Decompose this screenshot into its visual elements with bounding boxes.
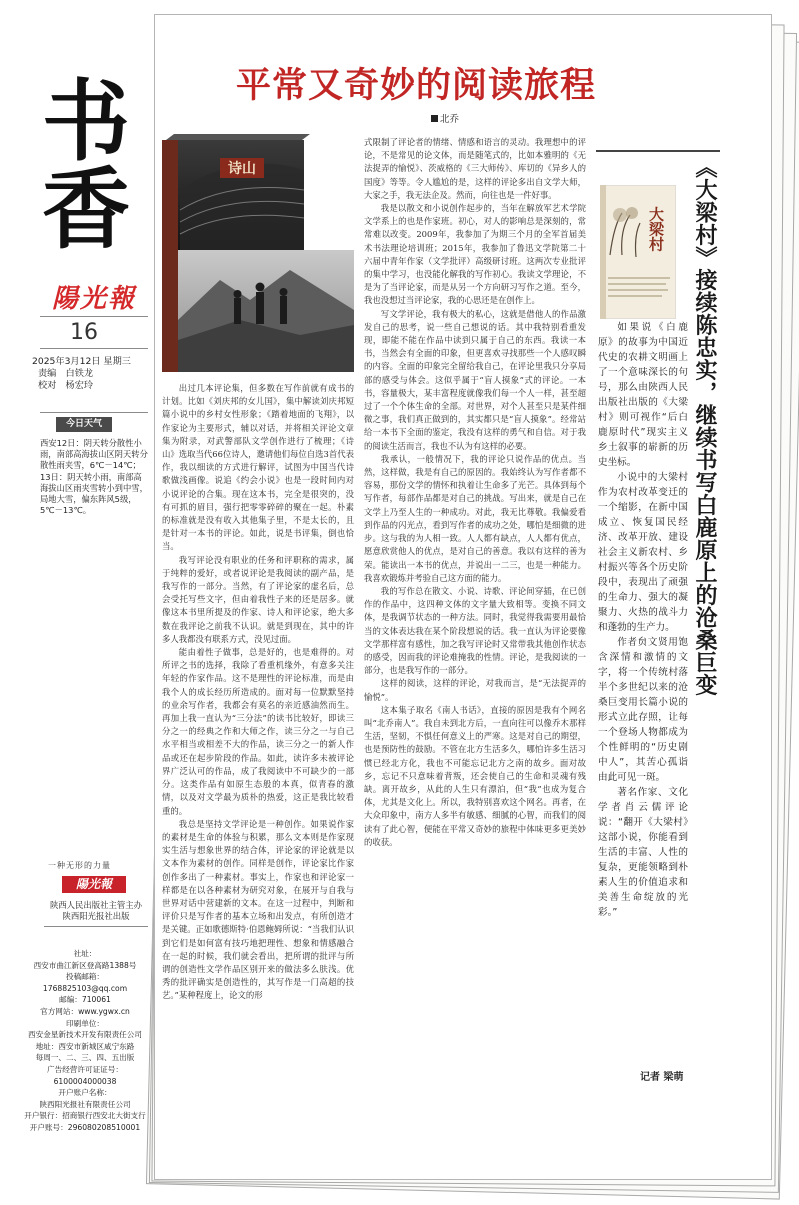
paragraph: 作者贠文贤用饱含深情和激情的文字，将一个传统村落半个多世纪以来的沧桑巨变用长篇小说的形式立此存照，让每一个登场人物都成为个性鲜明的“历史剧中人”，其苦心孤诣由此可见一斑。 (598, 637, 688, 783)
masthead-sidebar (0, 0, 150, 1205)
article-headline: 平常又奇妙的阅读旅程 (236, 66, 597, 106)
side-article-divider (596, 150, 720, 152)
imprint-line: 西安市曲江新区登高路1388号 (33, 960, 137, 970)
book-cover-daliangcun (600, 185, 676, 319)
imprint-line: 邮编：710061 (59, 995, 111, 1005)
publisher-info (40, 900, 152, 922)
footer-logo: 陽光報 (62, 876, 126, 893)
book-cover-shishan (160, 130, 354, 372)
publisher-line-1: 陕西人民出版社主管主办 (49, 900, 143, 910)
article-column-b (364, 136, 586, 1182)
imprint-line: 陕西阳光报社有限责任公司 (39, 1099, 131, 1109)
imprint-line: 1768825103@qq.com (42, 983, 128, 993)
divider (40, 348, 148, 349)
newspaper-brand: 陽光報 (52, 284, 137, 314)
publisher-line-2: 陕西阳光报社出版 (62, 911, 130, 921)
imprint-line: 开户账号：296080208510001 (29, 1122, 141, 1132)
editor-credit: 责编 白铁龙 (38, 368, 94, 379)
page-number: 16 (70, 320, 98, 345)
article-column-a (162, 382, 354, 1162)
paragraph: 我的写作总在散文、小说、诗歌、评论间穿插，在已创作的作品中，这四种文体的文字量大致相等。变换不同文体，是我调节状态的一种方法。同时，我觉得我需要用最恰当的文体表达我在某个阶段想说的话。我一直认为评论要像文学那样富有感性，加之我写评论时又常带我其他创作状态的感受，因而我的评论难掩我的性情。评论，是我阅读的一部分，也是我写作的一部分。 (364, 585, 586, 676)
article-byline (431, 111, 459, 125)
imprint-line: 社址： (73, 949, 97, 958)
paragraph: 式限制了评论者的情绪、情感和语言的灵动。我理想中的评论，不是常见的论文体，而是随笔式的，比如本雅明的《无法捉弄的愉悦》、茨威格的《三大师传》、库切的《异乡人的国度》等等。令人尴尬的是，这样的评论多出自文学大师，大家之手，我无法企及。然而，向往也是一件好事。 (364, 137, 586, 200)
imprint-line: 每周一、二、三、四、五出版 (35, 1053, 135, 1063)
divider (40, 412, 148, 413)
imprint-line: 广告经营许可证证号： (47, 1064, 123, 1074)
side-article-column (598, 320, 688, 920)
author-name: 北乔 (440, 114, 460, 125)
paragraph: 我写评论没有职业的任务和评职称的需求，属于纯粹的爱好，或者说评论是我阅读的副产品，是我写作的一部分。当然，有了评论家的虚名后，总会受托写些文字，但由着我性子来的还是居多。就像这本书里所提及的作家、诗人和评论家，绝大多数在我评论之前我不认识。就是到现在，其中的许多人我都没有联系方式，没见过面。 (162, 554, 354, 644)
proofreader-credit: 校对 杨宏玲 (38, 380, 94, 391)
imprint-line: 开户银行：招商银行西安北大街支行 (24, 1111, 146, 1121)
divider (40, 316, 148, 317)
divider (44, 926, 148, 927)
imprint-line: 印刷单位： (66, 1018, 104, 1028)
byline-marker (431, 115, 438, 122)
imprint-line: 官方网站：www.ygwx.cn (40, 1006, 130, 1016)
paragraph: 如果说《白鹿原》的故事为中国近代史的农耕文明画上了一个意味深长的句号，那么由陕西人民出版社出版的《大梁村》则可视作“后白鹿原时代”现实主义乡土叙事的崭新的历史坐标。 (598, 322, 688, 468)
footer-slogan: 一种无形的力量 (48, 861, 111, 870)
reporter-credit: 记者 梁萌 (640, 1072, 684, 1083)
book1-title: 诗山 (228, 161, 256, 177)
paragraph: 我承认，一般情况下，我的评论只说作品的优点。当然，这样做，我是有自己的原因的。我始终认为写作者都不容易，那份文学的情怀和执着让生命多了光芒。具体到每个写作者，每部作品都是对自己的挑战。写出来，就是自己在文学上乃至人生的一种成功。对此，我无比尊敬。我偏爱看到作品的闪光点，看到写作者的成功之处，哪怕是细微的进步。这与我的为人相一致。人人都有缺点，人人都有优点，愿意欣赏他人的优点，是对自己的善意。我以有这样的善为荣。能读出一本书的优点，并说出一二三，也是一种能力。我喜欢锻炼并考验自己这方面的能力。 (364, 453, 586, 583)
imprint-line: 投稿邮箱： (66, 972, 104, 982)
weather-tag: 今日天气 (56, 417, 112, 432)
issue-meta (32, 356, 150, 392)
paragraph: 能由着性子做事，总是好的，也是难得的。对所评之书的选择，我除了看重机缘外，有意多关注年轻的作家作品。这不是理性的评论标准，而是由我个人的成长经历所造成的。面对每一位默默坚持的业余写作者，我都会有莫名的亲近感油然而生。再加上我一直认为“三分法”的读书比较好，即读三分之一的经典之作和大师之作，读三分之一与自己水平相当或相差不大的作品，读三分之一的新人作品或还在起步阶段的作品。如此，读许多未被评论界广泛认可的作品，成了我阅读中不可缺少的一部分。这类作品有如原生态般的本真，似青春的激情，以及对文学最为质朴的热爱，这正是我比较看重的。 (162, 647, 354, 816)
weather-forecast: 西安12日：阴天转分散性小雨，南部高海拔山区阴天转分散性雨夹雪，6℃－14℃；13日：阴天转小雨，南部高海拔山区雨夹雪转小到中雪，局地大雪，偏东阵风5级，5℃－13℃。 (40, 438, 148, 516)
paragraph: 这本集子取名《南人书话》，直接的原因是我有个网名叫“北乔南人”。我自未到北方后，一直向往可以像乔木那样生活，坚韧，不惧任何意义上的严寒。这是对自己的期望，也是预防性的鼓励。不管在北方生活多久，哪怕许多生活习惯已经北方化，我也不可能忘记北方之南的故乡。面对故乡，忘记不只意味着背叛，还会使自己的生命和灵魂有残缺。离开故乡，从此的人生只有漂泊，但“我”也成为复合体，尤其是文化上。所以，我特别喜欢这个网名。再者，在大众印象中，南方人多半有敏感、细腻的心智，而我们的阅读有了此心智，便能在平常又奇妙的旅程中体味更多更美妙的收获。 (364, 704, 586, 847)
paragraph: 小说中的大梁村作为农村改革变迁的一个缩影，在新中国成立、恢复国民经济、改革开放、建设社会主义新农村、乡村振兴等各个历史阶段中，表现出了顽强的生命力、强大的凝聚力、火热的战斗力和蓬勃的生产力。 (598, 472, 688, 633)
paragraph: 我总是坚持文学评论是一种创作。如果说作家的素材是生命的体验与积累，那么文本则是作家现实生活与想象世界的结合体，评论家的评论就是以文本作为素材的创作。同样是创作，评论家比作家创作多出了一种素材。事实上，作家也和评论家一样都是在以各种素材为研究对象，在展开与自我与世界对话中营建新的文本。在这一过程中，判断和评价只是写作者的基本立场和出发点，有所创造才是关键。正如歌德斯特·伯恩鲍姆所说：“当我们认识到它们是如何富有技巧地把理性、想象和情感融合在一起的时候，我们就会看出，把所谓的批评与所谓的创造性文学作品区别开来的做法多么肤浅。优秀的批评确实是创造性的，其写作是一门高超的技艺。”某种程度上，论文的形 (162, 818, 354, 1001)
imprint-line: 西安金星新技术开发有限责任公司 (28, 1030, 142, 1040)
paragraph: 出过几本评论集，但多数在写作前就有成书的计划。比如《刘庆邦的女儿国》，集中解读刘庆邦短篇小说中的乡村女性形象；《踏着地面的飞翔》，以作家论为主要形式，辅以对话，并将相关评论文章集为附录，对武警部队文学创作进行了梳理；《诗山》选取当代66位诗人，邀请他们每位自选3首代表作，我以细读的方式进行解评，试图为中国当代诗歌做浅画像。说追《约会小说》也是一段时间内对小说评论的合集。现在这本书，完全是很突的，没有可抓的眉目，强行把零零碎碎的聚在一起。朴素的标准就是没有收入其他集子里，不是太长的，且是针对一本书的评论。如此，说是书评集，倒也恰当。 (162, 383, 354, 552)
masthead-char-1: 书 (42, 70, 131, 173)
imprint-line: 开户账户名称： (58, 1088, 112, 1098)
issue-date: 2025年3月12日 星期三 (32, 356, 131, 367)
imprint-line: 6100004000038 (53, 1076, 117, 1086)
paragraph: 著名作家、文化学者肖云儒评论说：“翻开《大梁村》这部小说，你能看到生活的丰富、人性的复杂，更能领略到朴素人生的价值追求和美善生命绽放的光彩。” (598, 787, 688, 918)
paragraph: 我是以散文和小说创作起步的，当年在解放军艺术学院文学系上的也是作家班。初心，对人的影响总是深刻的，常常难以改变。2009年，我参加了为期三个月的全军首届美术书法理论培训班；2015年，我参加了鲁迅文学院第二十六届中青年作家（文学批评）高级研讨班。这两次专业批评的集中学习，也没能化解我的写作初心。我读文学理论，不是为了当评论家，而是从另一个方向研习写作之道。至今，我也没想过当评论家，我的心思还是在创作上。 (364, 203, 586, 306)
masthead-char-2: 香 (42, 158, 131, 261)
book2-title: 大梁村 (647, 206, 665, 252)
paragraph: 这样的阅读，这样的评论，对我而言，是“无法捉弄的愉悦”。 (364, 678, 586, 702)
paragraph: 写文学评论，我有极大的私心，这就是借他人的作品激发自己的思考，说一些自己想说的话。其中我特别看重发现，即能不能在作品中读到只属于自己的东西。我读一本书，当然会有全面的印象，但更喜欢寻找那些一个人感叹瞬的内容。全面的印象完全留给我自己，在评论里我只分享局部的感受与体会。这似乎属于“盲人摸象”式的评论。一本书，容量极大，某丰富程度就像我们每一个人一样，甚至超过了一个个体生命的全部。对世界，对个人甚至只是某件细微之事，我们真正做到的，其实都只是“盲人摸象”。经常站给一本书下全面的鉴定，我没有这样的勇气和自信。对于我的阅读生活而言，我也不认为有这样的必要。 (364, 308, 586, 451)
imprint-line: 地址：西安市新城区咸宁东路 (35, 1041, 135, 1051)
imprint-info (18, 948, 152, 1134)
side-article-headline: 《大梁村》接续陈忠实，继续书写白鹿原上的沧桑巨变 (692, 156, 717, 696)
